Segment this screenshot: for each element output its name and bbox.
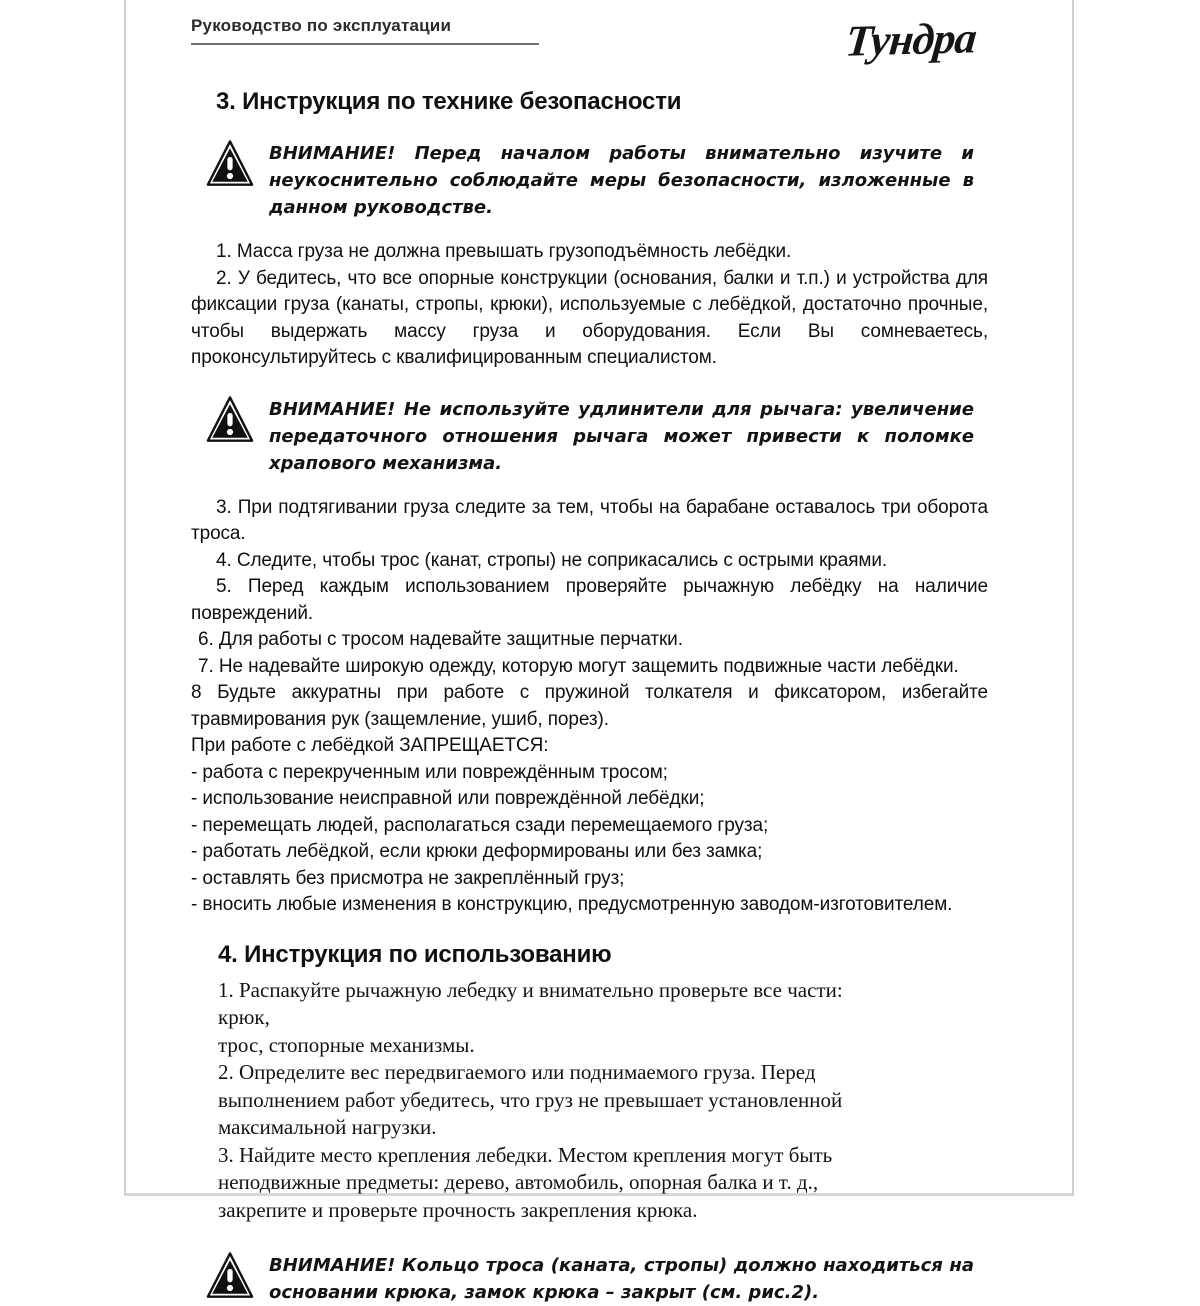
manual-page [124, 0, 1074, 1303]
rule-item: 4. Следите, чтобы трос (канат, стропы) не соприкасались с острыми краями. [216, 549, 888, 571]
instruction-line: максимальной нагрузки. [218, 1115, 437, 1139]
prohibited-item: - работа с перекрученным или повреждённым тросом; [191, 761, 668, 783]
prohibited-item: - оставлять без присмотра не закреплённый груз; [191, 867, 625, 889]
prohibited-item: - вносить любые изменения в конструкцию, предусмотренную заводом-изготовителем. [191, 894, 953, 915]
doc-title: Руководство по эксплуатации [191, 16, 452, 35]
warning-2-text-block [269, 396, 974, 477]
warning-block-3 [206, 1250, 974, 1306]
instruction-line: трос, стопорные механизмы. [218, 1032, 475, 1057]
warning-3-text-block [269, 1252, 974, 1306]
prohibited-item: - перемещать людей, располагаться сзади перемещаемого груза; [191, 814, 769, 836]
rule-item: 3. При подтягивании груза следите за тем, чтобы на барабане оставалось три оборота троса. [191, 496, 988, 544]
instruction-line: закрепите и проверьте прочность закрепления крюка. [218, 1197, 698, 1222]
warning-triangle-icon [206, 1250, 254, 1304]
prohibited-item: - работать лебёдкой, если крюки деформированы или без замка; [191, 841, 763, 862]
rule-item: 8 Будьте аккуратны при работе с пружиной толкателя и фиксатором, избегайте травмирования рук (защемление, ушиб, порез). [191, 682, 988, 730]
prohibited-item: - использование неисправной или повреждённой лебёдки; [191, 788, 705, 809]
warning-1-label: ВНИМАНИЕ! [269, 143, 396, 164]
warning-block-2 [206, 394, 974, 477]
section3-rules-b [191, 495, 988, 919]
instruction-line: неподвижные предметы: дерево, автомобиль, опорная балка и т. д., [218, 1170, 819, 1194]
warning-2-text: Не используйте удлинители для рычага: увеличение передаточного отношения рычага может привести к поломке храпового механизма. [269, 398, 974, 474]
instruction-line: выполнением работ убедитесь, что груз не превышает установленной [218, 1087, 843, 1112]
warning-block-1 [206, 138, 974, 221]
warning-triangle-icon [206, 394, 254, 448]
header-underline [191, 43, 539, 45]
instruction-line: крюк, [218, 1005, 270, 1029]
page-header [191, 0, 988, 66]
rule-item: 6. Для работы с тросом надевайте защитные перчатки. [198, 629, 683, 650]
rule-item: 7. Не надевайте широкую одежду, которую могут защемить подвижные части лебёдки. [198, 655, 959, 677]
warning-2-label: ВНИМАНИЕ! [269, 398, 396, 420]
section4-heading: 4. Инструкция по использованию [218, 940, 612, 968]
rule-item: 1. Масса груза не должна превышать грузоподъёмность лебёдки. [216, 241, 792, 262]
warning-3-label: ВНИМАНИЕ! [269, 1255, 396, 1276]
instruction-line: 2. Определите вес передвигаемого или поднимаемого груза. Перед [218, 1060, 816, 1084]
instruction-line: 1. Распакуйте рычажную лебедку и внимательно проверьте все части: [218, 977, 843, 1002]
rule-item: 2. У бедитесь, что все опорные конструкции (основания, балки и т.п.) и устройства для фиксации груза (канаты, стропы, крюки), используемые с лебёдкой, достаточно прочные, чтобы выдержать массу груза и оборудования. Если Вы сомневаетесь, проконсультируйтесь с квалифицированным специалистом. [191, 267, 988, 368]
instruction-line: 3. Найдите место крепления лебедки. Местом крепления могут быть [218, 1142, 833, 1167]
section3-rules-a [191, 239, 988, 372]
brand-logo: Тундра [843, 13, 979, 66]
rule-item: 5. Перед каждым использованием проверяйте рычажную лебёдку на наличие повреждений. [191, 576, 988, 624]
warning-3-text: Кольцо троса (каната, стропы) должно находиться на основании крюка, замок крюка – закрыт (см. рис.2). [269, 1255, 974, 1303]
warning-1-text: Перед началом работы внимательно изучите и неукоснительно соблюдайте меры безопасности, изложенные в данном руководстве. [269, 143, 974, 218]
prohibited-title: При работе с лебёдкой ЗАПРЕЩАЕТСЯ: [191, 735, 549, 756]
warning-1-text-block [269, 140, 974, 221]
section3-heading: 3. Инструкция по технике безопасности [216, 88, 682, 115]
warning-triangle-icon [206, 138, 254, 192]
doc-title-block [191, 16, 539, 45]
section4-body [218, 977, 988, 1225]
